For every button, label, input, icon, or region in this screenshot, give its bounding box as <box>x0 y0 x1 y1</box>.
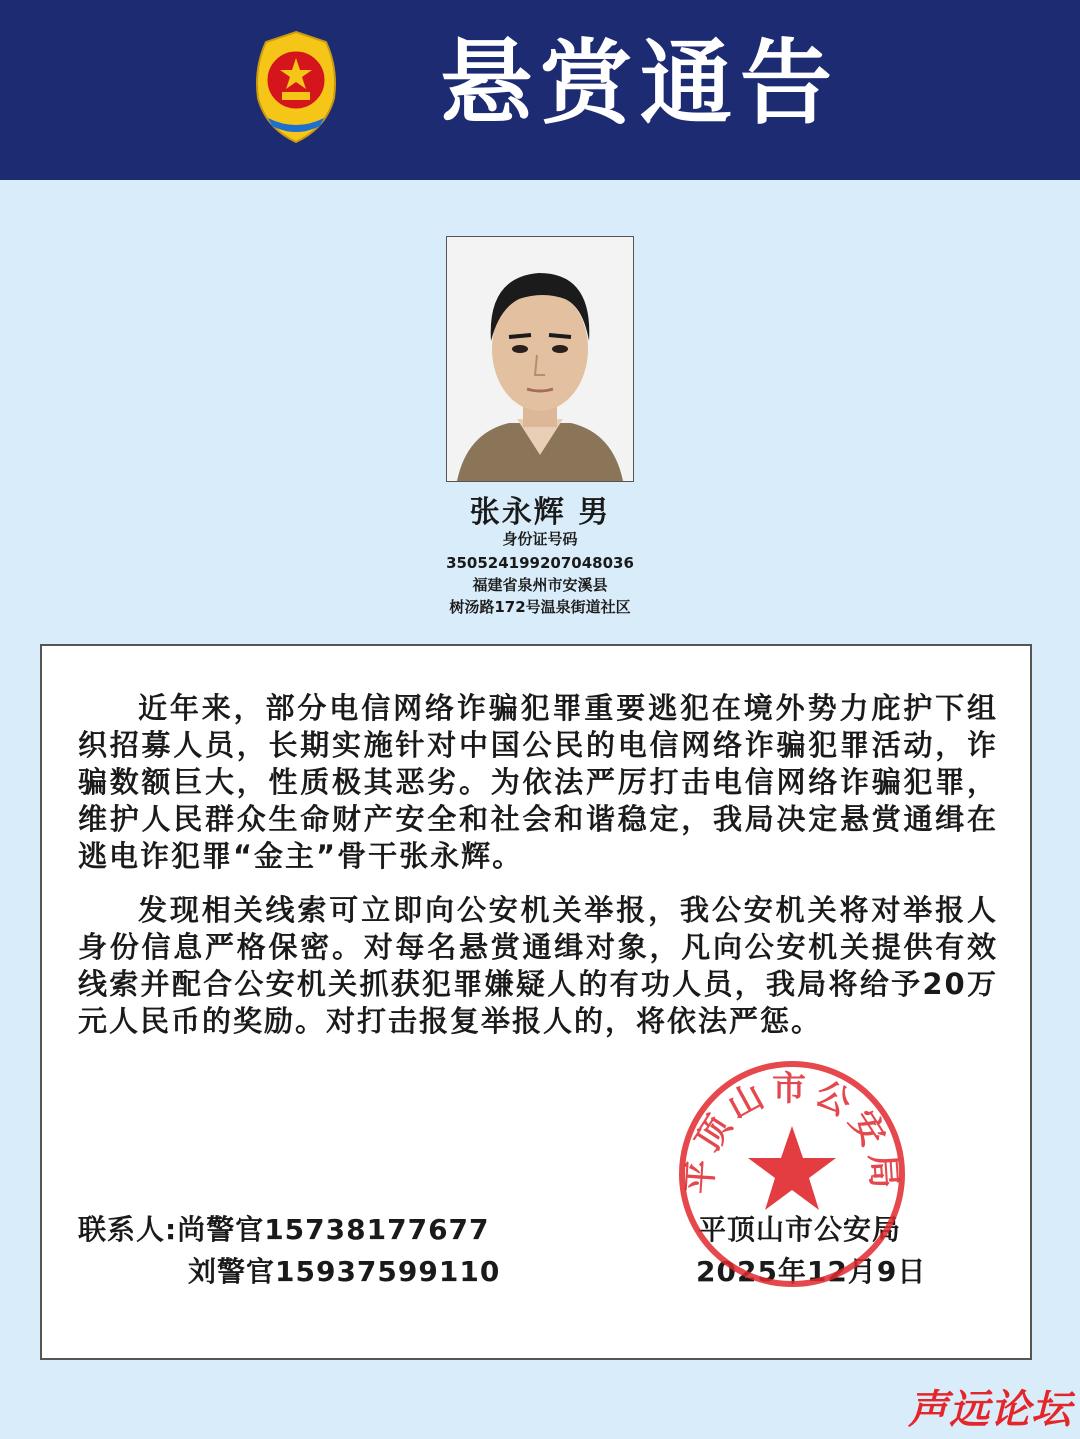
person-portrait-icon <box>447 237 633 481</box>
page-title: 悬赏通告 <box>440 30 841 137</box>
officer-1: 尚警官15738177677 <box>177 1213 490 1246</box>
forum-watermark: 声远论坛 <box>908 1387 1072 1433</box>
issue-date: 2025年12月9日 <box>696 1255 927 1288</box>
id-number: 350524199207048036 <box>446 554 634 572</box>
official-seal-stamp <box>676 1058 908 1290</box>
notice-paragraph-1: 近年来，部分电信网络诈骗犯罪重要逃犯在境外势力庇护下组织招募人员，长期实施针对中国公民的电信网络诈骗犯罪活动，诈骗数额巨大，性质极其恶劣。为依法严厉打击电信网络诈骗犯罪，维护人民群众生命财产安全和社会和谐稳定，我局决定悬赏通缉在逃电诈犯罪“金主”骨干张永辉。 <box>78 691 998 873</box>
police-emblem-icon <box>246 28 346 146</box>
suspect-name-gender: 张永辉 男 <box>469 495 611 530</box>
notice-paragraph-2: 发现相关线索可立即向公安机关举报，我公安机关将对举报人身份信息严格保密。对每名悬赏通缉对象，凡向公安机关提供有效线索并配合公安机关抓获犯罪嫌疑人的有功人员，我局将给予20万元人民币的奖励。对打击报复举报人的，将依法严惩。 <box>78 893 998 1038</box>
address-line-2: 树汤路172号温泉街道社区 <box>449 598 631 616</box>
contact-label: 联系人: <box>78 1213 178 1246</box>
issuer-name: 平顶山市公安局 <box>698 1213 902 1246</box>
address-line-1: 福建省泉州市安溪县 <box>472 576 608 594</box>
contact-officer-1 <box>78 1213 490 1246</box>
id-label: 身份证号码 <box>502 530 578 548</box>
header-banner <box>0 0 1080 180</box>
officer-2: 刘警官15937599110 <box>188 1255 501 1288</box>
svg-text:平顶山市公安局: 平顶山市公安局 <box>679 1069 905 1196</box>
suspect-photo <box>446 236 634 482</box>
